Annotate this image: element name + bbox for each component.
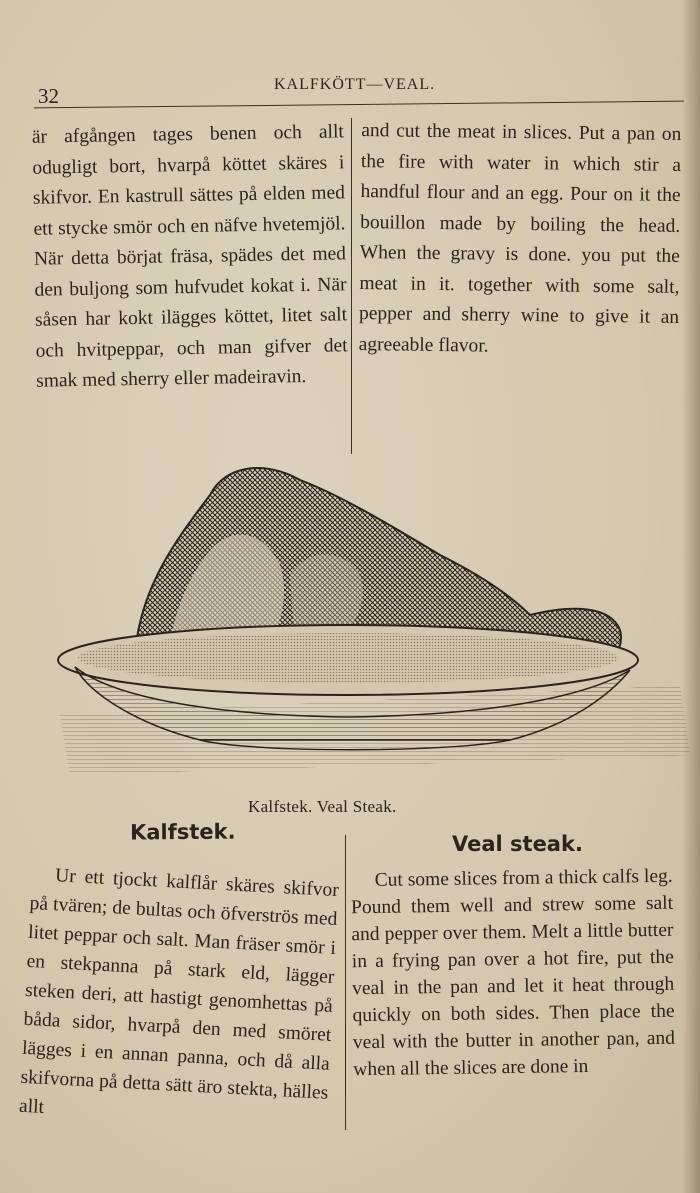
swedish-recipe-title: Kalfstek. (129, 819, 236, 845)
top-column-divider (351, 118, 352, 454)
roast-veal-engraving (50, 455, 690, 795)
bottom-column-divider (345, 835, 346, 1130)
top-swedish-text: är afgången tages benen och allt odugligt bort, hvarpå köttet skäres i skifvor. En kastrull sättes på elden med ett stycke smör och en näfve hvetemjöl. När detta börjat fräsa, spädes det med den buljong som hufvudet kokat i. När såsen har kokt ilägges köttet, litet salt och hvitpeppar, och man gifver det smak med sherry eller madeiravin. (31, 121, 348, 392)
bottom-swedish-column (18, 860, 339, 1137)
illustration-caption: Kalfstek. Veal Steak. (248, 797, 397, 816)
top-english-text: and cut the meat in slices. Put a pan on the fire with water in which stir a handful flour and an egg. Pour on it the bouillon made by boiling the head. When the gravy is done. you put the meat in it. together with some salt, pepper and sherry wine to give it an agreeable flavor. (358, 120, 682, 357)
english-recipe-title: Veal steak. (452, 832, 583, 856)
top-english-column (359, 116, 682, 364)
running-head: KALFKÖTT—VEAL. (274, 76, 436, 93)
bottom-swedish-text: Ur ett tjockt kalflår skäres skifvor på tvären; de bultas och öfverströs med litet peppar och salt. Man fräser smör i en stekpanna på stark eld, lägger steken deri, att hastigt genomhettas på båda sidor, hvarpå den med smöret lägges i en annan panna, och då alla skifvorna på detta sätt äro stekta, hälles allt (18, 865, 340, 1118)
page-number: 32 (38, 84, 59, 108)
page-header (38, 74, 683, 108)
bottom-english-column (351, 863, 676, 1083)
bottom-english-text: Cut some slices from a thick calfs leg. Pound them well and strew some salt and pepper over them. Melt a little butter in a frying pan over a hot fire, put the veal in the pan and let it heat through quickly on both sides. Then place the veal with the butter in another pan, and when all the slices are done in (350, 865, 676, 1081)
top-swedish-column (32, 117, 349, 397)
platter-inner (78, 633, 618, 683)
